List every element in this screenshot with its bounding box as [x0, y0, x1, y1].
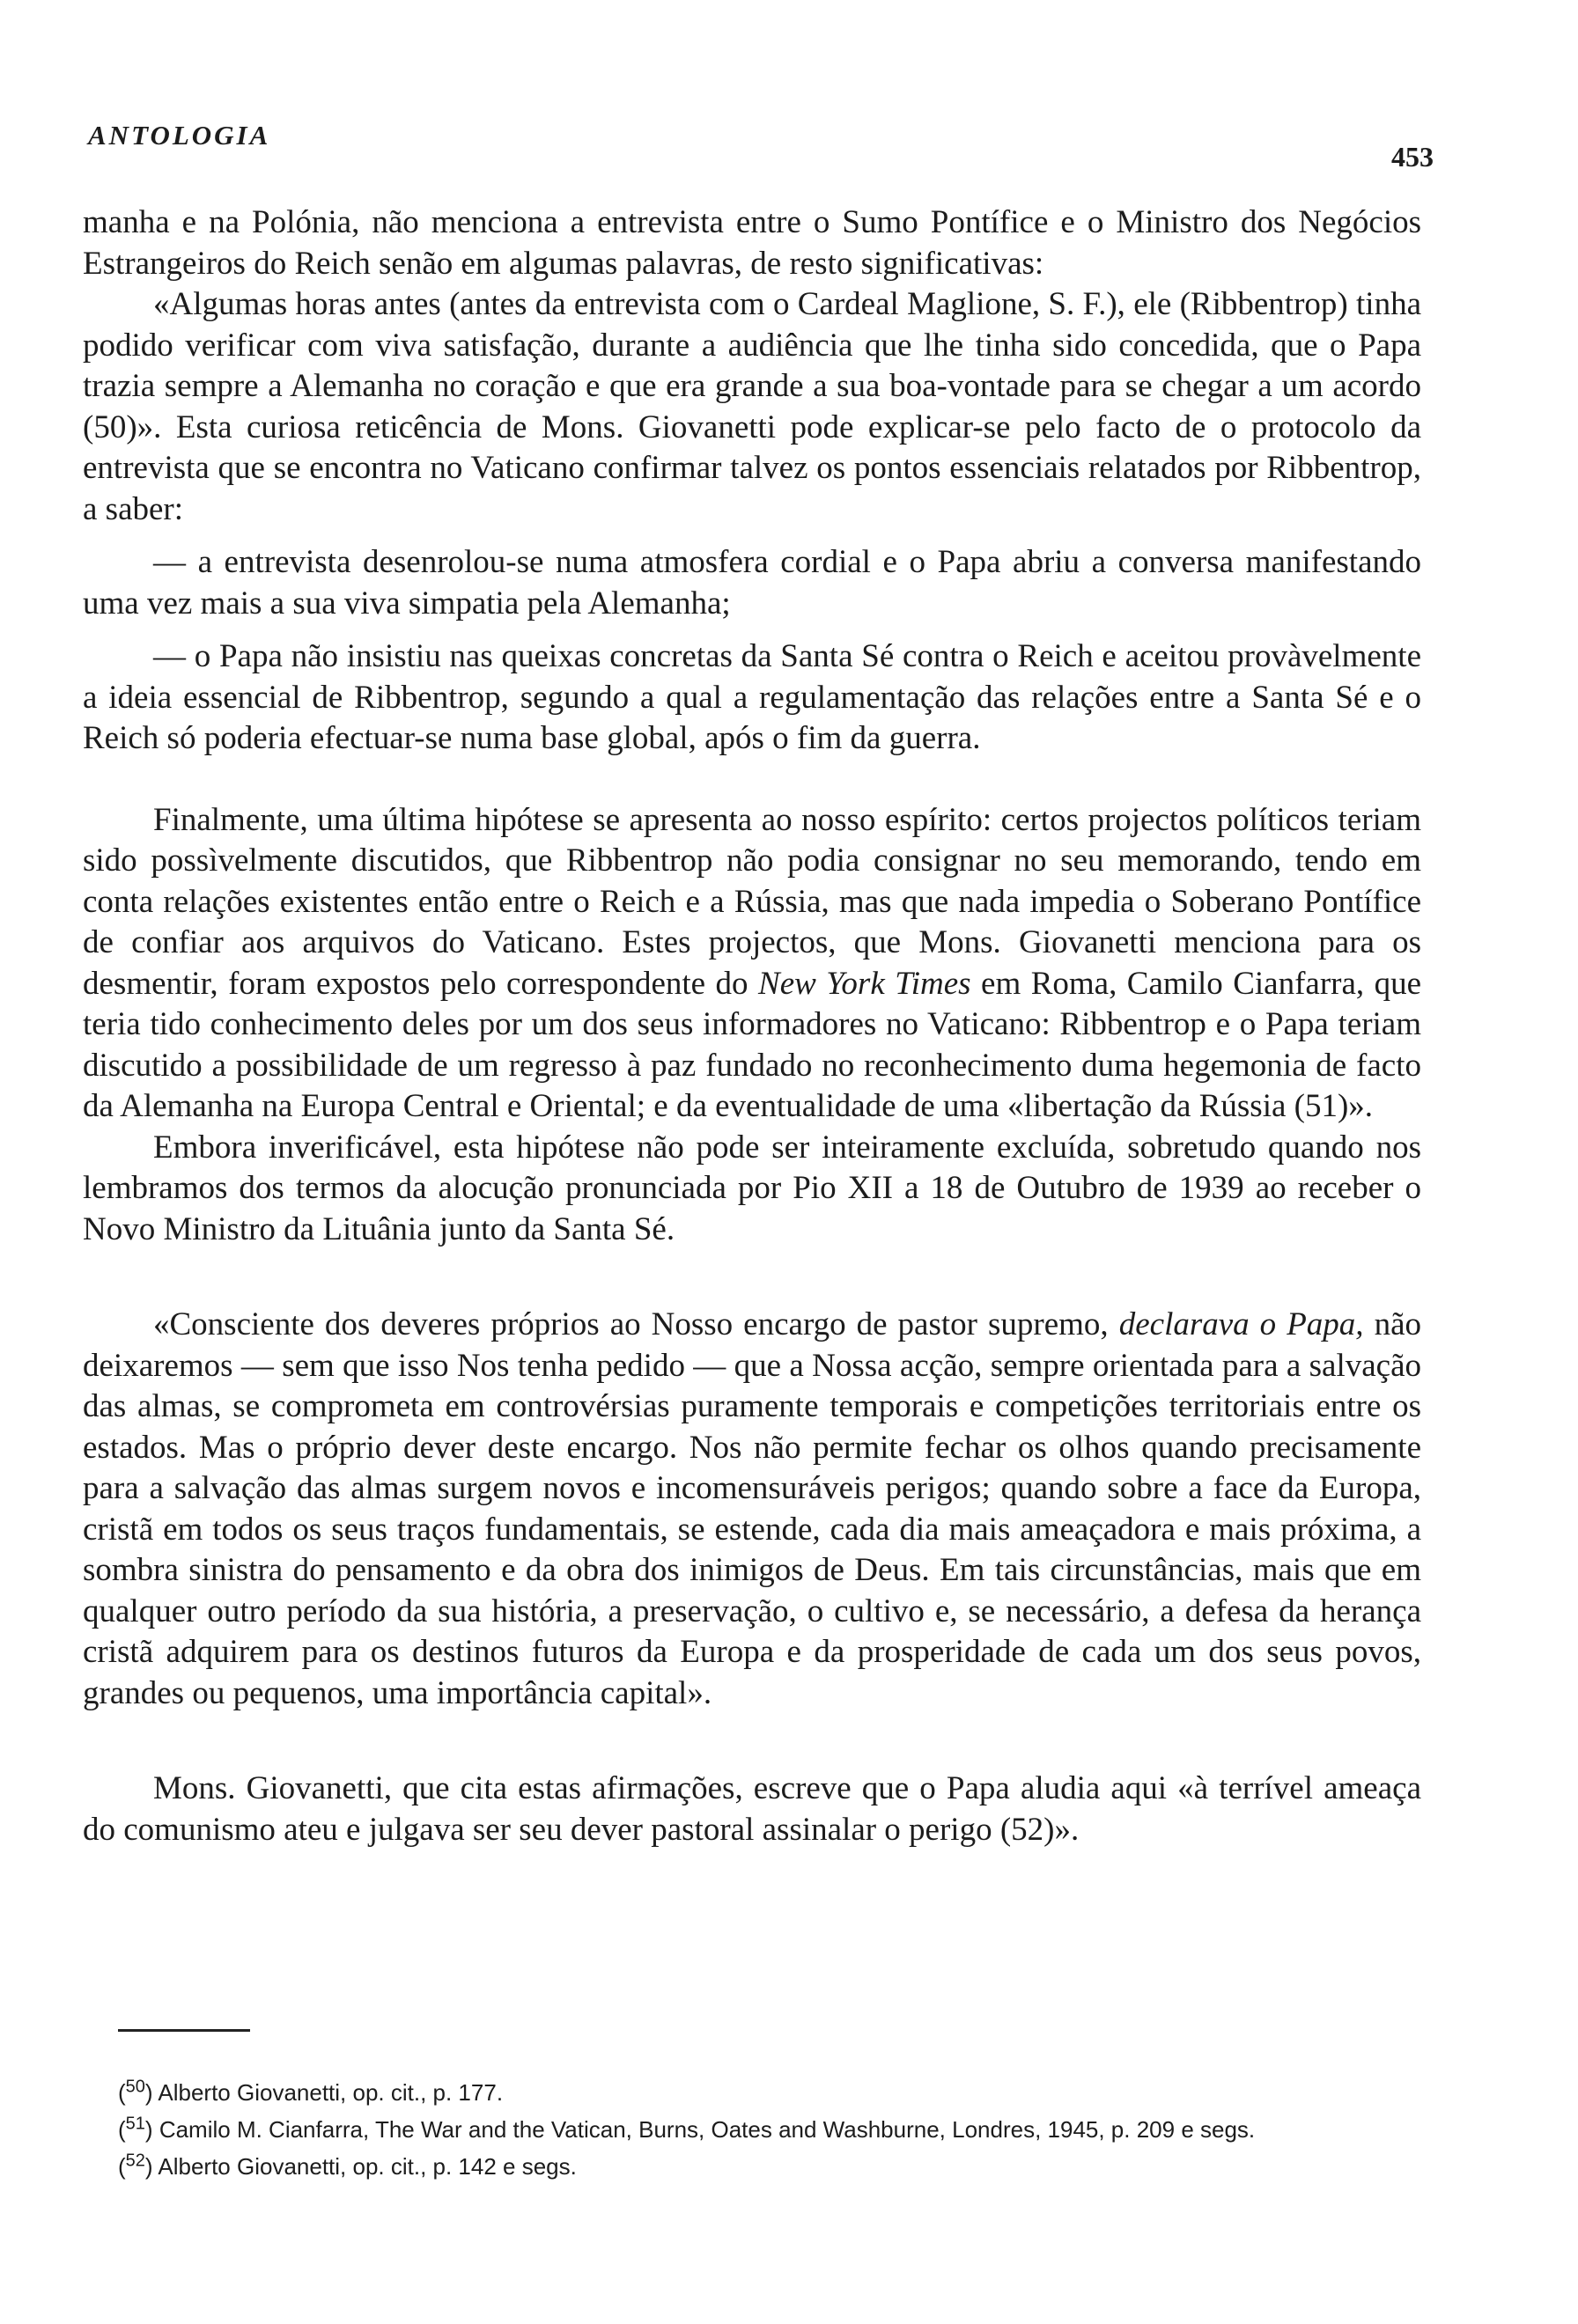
paragraph: Mons. Giovanetti, que cita estas afirmações, escreve que o Papa aludia aqui «à terrível ameaça do comunismo ateu e julgava ser seu dever pastoral assinalar o perigo (52)».	[83, 1770, 1421, 1848]
newspaper-title: New York Times	[758, 965, 971, 1002]
page-number: 453	[1391, 141, 1434, 173]
footnote-number: 51	[125, 2114, 145, 2134]
paragraph: manha e na Polónia, não menciona a entrevista entre o Sumo Pontífice e o Ministro dos Negócios Estrangeiros do Reich senão em algumas palavras, de resto significativas:	[83, 204, 1421, 282]
paragraph-text: em Roma, Camilo Cianfarra, que teria tido conhecimento deles por um dos seus informadores no Vaticano: Ribbentrop e o Papa teriam discutido a possibilidade de um regresso à paz fundado no reconhecimento duma hegemonia de facto da Alemanha na Europa Central e Oriental; e da eventualidade de uma «libertação da Rússia (51)».	[83, 965, 1422, 1124]
quotation	[83, 1305, 1421, 1714]
quotation-text: «Consciente dos deveres próprios ao Nosso encargo de pastor supremo,	[153, 1306, 1109, 1342]
paragraph: «Algumas horas antes (antes da entrevista com o Cardeal Maglione, S. F.), ele (Ribbentrop) tinha podido verificar com viva satisfação, durante a audiência que lhe tinha sido concedida, que o Papa trazia sempre a Alemanha no coração e que era grande a sua boa-vontade para se chegar a um acordo (50)». Esta curiosa reticência de Mons. Giovanetti pode explicar-se pelo facto de o protocolo da entrevista que se encontra no Vaticano confirmar talvez os pontos essenciais relatados por Ribbentrop, a saber:	[83, 286, 1421, 527]
running-head: ANTOLOGIA	[88, 120, 271, 151]
body-text	[83, 202, 1421, 1850]
quotation-attribution: declarava o Papa,	[1118, 1306, 1364, 1342]
footnote-divider	[118, 2029, 250, 2032]
list-item: — o Papa não insistiu nas queixas concretas da Santa Sé contra o Reich e aceitou provàvelmente a ideia essencial de Ribbentrop, segundo a qual a regulamentação das relações entre a Santa Sé e o Reich só poderia efectuar-se numa base global, após o fim da guerra.	[83, 638, 1421, 756]
paragraph-text: Finalmente, uma última hipótese se apresenta ao nosso espírito: certos projectos políticos teriam sido possìvelmente discutidos, que Ribbentrop não podia consignar no seu memorando, tendo em conta relações existentes então entre o Reich e a Rússia, mas que nada impedia o Soberano Pontífice de confiar aos arquivos do Vaticano. Estes projectos, que Mons. Giovanetti menciona para os desmentir, foram expostos pelo correspondente do	[83, 801, 1421, 1002]
footnote-number: 50	[125, 2077, 145, 2097]
paragraph: Embora inverificável, esta hipótese não pode ser inteiramente excluída, sobretudo quando nos lembramos dos termos da alocução pronunciada por Pio XII a 18 de Outubro de 1939 ao receber o Novo Ministro da Lituânia junto da Santa Sé.	[83, 1129, 1421, 1247]
quotation-text: não deixaremos — sem que isso Nos tenha pedido — que a Nossa acção, sempre orientada para a salvação das almas, se comprometa em controvérsias puramente temporais e competições territoriais entre os estados. Mas o próprio dever deste encargo. Nos não permite fechar os olhos quando precisamente para a salvação das almas surgem novos e incomensuráveis perigos; quando sobre a face da Europa, cristã em todos os seus traços fundamentais, se estende, cada dia mais ameaçadora e mais próxima, a sombra sinistra do pensamento e da obra dos inimigos de Deus. Em tais circunstâncias, mais que em qualquer outro período da sua história, a preservação, o cultivo e, se necessário, a defesa da herança cristã adquirem para os destinos futuros da Europa e da prosperidade de cada um dos seus povos, grandes ou pequenos, uma importância capital».	[83, 1306, 1422, 1711]
list-item: — a entrevista desenrolou-se numa atmosfera cordial e o Papa abriu a conversa manifestando uma vez mais a sua viva simpatia pela Alemanha;	[83, 544, 1421, 621]
footnotes	[46, 2078, 1419, 2188]
footnote: ($^{51}$) Camilo M. Cianfarra, The War and the Vatican, Burns, Oates and Washburne, Londres, 1945, p. 209 e segs.	[118, 2114, 1256, 2143]
footnote: ($^{52}$) Alberto Giovanetti, op. cit., p. 142 e segs.	[118, 2151, 577, 2180]
footnote-number: 52	[125, 2151, 145, 2171]
footnote-text: Camilo M. Cianfarra, The War and the Vatican, Burns, Oates and Washburne, Londres, 1945, p. 209 e segs.	[159, 2116, 1256, 2143]
footnote-text: Alberto Giovanetti, op. cit., p. 142 e segs.	[158, 2153, 577, 2180]
paragraph	[83, 800, 1421, 1128]
footnote: ($^{50}$) Alberto Giovanetti, op. cit., p. 177.	[118, 2077, 504, 2106]
footnote-text: Alberto Giovanetti, op. cit., p. 177.	[158, 2079, 504, 2106]
